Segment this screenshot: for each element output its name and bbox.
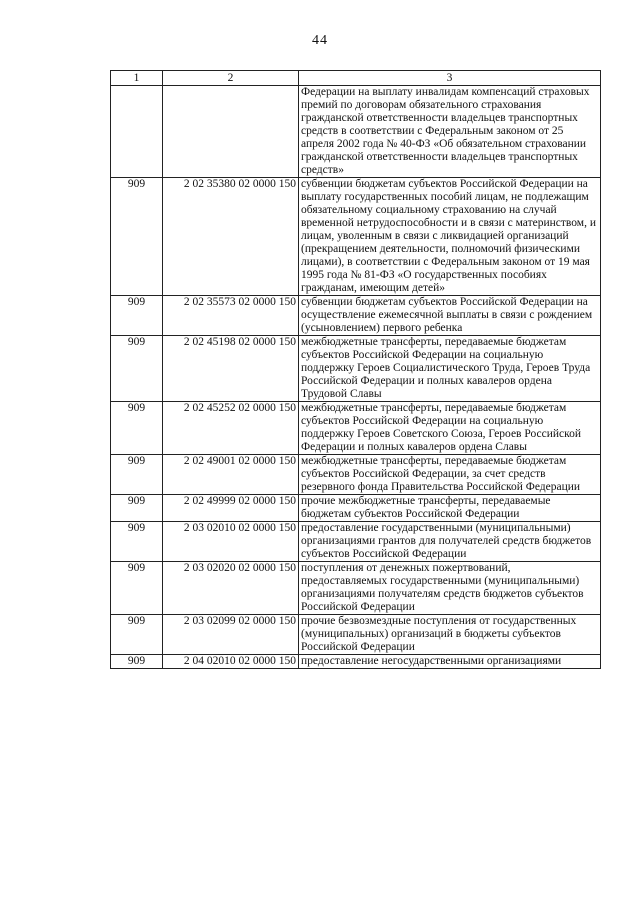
- table-row: [111, 562, 601, 615]
- income-code-cell: 2 03 02099 02 0000 150: [163, 615, 299, 655]
- table-row: [111, 655, 601, 669]
- table-row: [111, 296, 601, 336]
- table-row: [111, 455, 601, 495]
- admin-code-cell: 909: [111, 615, 163, 655]
- table-row: [111, 522, 601, 562]
- income-code-cell: 2 02 45252 02 0000 150: [163, 402, 299, 455]
- admin-code-cell: 909: [111, 178, 163, 296]
- admin-code-cell: 909: [111, 336, 163, 402]
- description-cell: межбюджетные трансферты, передаваемые бюджетам субъектов Российской Федерации на социальную поддержку Героев Советского Союза, Героев Российской Федерации и полных кавалеров ордена Славы: [299, 402, 601, 455]
- table-row: [111, 336, 601, 402]
- description-cell: межбюджетные трансферты, передаваемые бюджетам субъектов Российской Федерации на социальную поддержку Героев Социалистического Труда, Героев Труда Российской Федерации и полных кавалеров ордена Трудовой Славы: [299, 336, 601, 402]
- description-cell: субвенции бюджетам субъектов Российской Федерации на выплату государственных пособий лицам, не подлежащим обязательному социальному страхованию на случай временной нетрудоспособности и в связи с материнством, и лицам, уволенным в связи с ликвидацией организаций (прекращением деятельности, полномочий физическими лицами), в соответствии с Федеральным законом от 19 мая 1995 года № 81-ФЗ «О государственных пособиях гражданам, имеющим детей»: [299, 178, 601, 296]
- income-codes-table: [110, 70, 601, 669]
- admin-code-cell: 909: [111, 495, 163, 522]
- table-row: [111, 178, 601, 296]
- description-cell: предоставление государственными (муниципальными) организациями грантов для получателей средств бюджетов субъектов Российской Федерации: [299, 522, 601, 562]
- description-cell: прочие безвозмездные поступления от государственных (муниципальных) организаций в бюджеты субъектов Российской Федерации: [299, 615, 601, 655]
- income-code-cell: 2 02 35573 02 0000 150: [163, 296, 299, 336]
- description-cell: поступления от денежных пожертвований, предоставляемых государственными (муниципальными) организациями получателям средств бюджетов субъектов Российской Федерации: [299, 562, 601, 615]
- admin-code-cell: 909: [111, 455, 163, 495]
- income-code-cell: 2 02 45198 02 0000 150: [163, 336, 299, 402]
- page-number: 44: [312, 33, 328, 48]
- table-row: [111, 495, 601, 522]
- admin-code-cell: 909: [111, 402, 163, 455]
- income-code-cell: 2 02 49999 02 0000 150: [163, 495, 299, 522]
- admin-code-cell: [111, 86, 163, 178]
- income-code-cell: 2 03 02020 02 0000 150: [163, 562, 299, 615]
- description-cell: субвенции бюджетам субъектов Российской Федерации на осуществление ежемесячной выплаты в связи с рождением (усыновлением) первого ребенка: [299, 296, 601, 336]
- column-header-3: 3: [299, 71, 601, 86]
- admin-code-cell: 909: [111, 522, 163, 562]
- income-code-cell: [163, 86, 299, 178]
- income-code-cell: 2 02 35380 02 0000 150: [163, 178, 299, 296]
- income-code-cell: 2 04 02010 02 0000 150: [163, 655, 299, 669]
- column-header-1: 1: [111, 71, 163, 86]
- income-code-cell: 2 03 02010 02 0000 150: [163, 522, 299, 562]
- column-header-2: 2: [163, 71, 299, 86]
- admin-code-cell: 909: [111, 655, 163, 669]
- description-cell: Федерации на выплату инвалидам компенсаций страховых премий по договорам обязательного страхования гражданской ответственности владельцев транспортных средств в соответствии с Федеральным законом от 25 апреля 2002 года № 40-ФЗ «Об обязательном страховании гражданской ответственности владельцев транспортных средств»: [299, 86, 601, 178]
- description-cell: предоставление негосударственными организациями: [299, 655, 601, 669]
- table-row: [111, 402, 601, 455]
- admin-code-cell: 909: [111, 562, 163, 615]
- income-code-cell: 2 02 49001 02 0000 150: [163, 455, 299, 495]
- admin-code-cell: 909: [111, 296, 163, 336]
- table-row: [111, 86, 601, 178]
- description-cell: межбюджетные трансферты, передаваемые бюджетам субъектов Российской Федерации, за счет средств резервного фонда Правительства Российской Федерации: [299, 455, 601, 495]
- table-row: [111, 615, 601, 655]
- description-cell: прочие межбюджетные трансферты, передаваемые бюджетам субъектов Российской Федерации: [299, 495, 601, 522]
- table-header-row: [111, 71, 601, 86]
